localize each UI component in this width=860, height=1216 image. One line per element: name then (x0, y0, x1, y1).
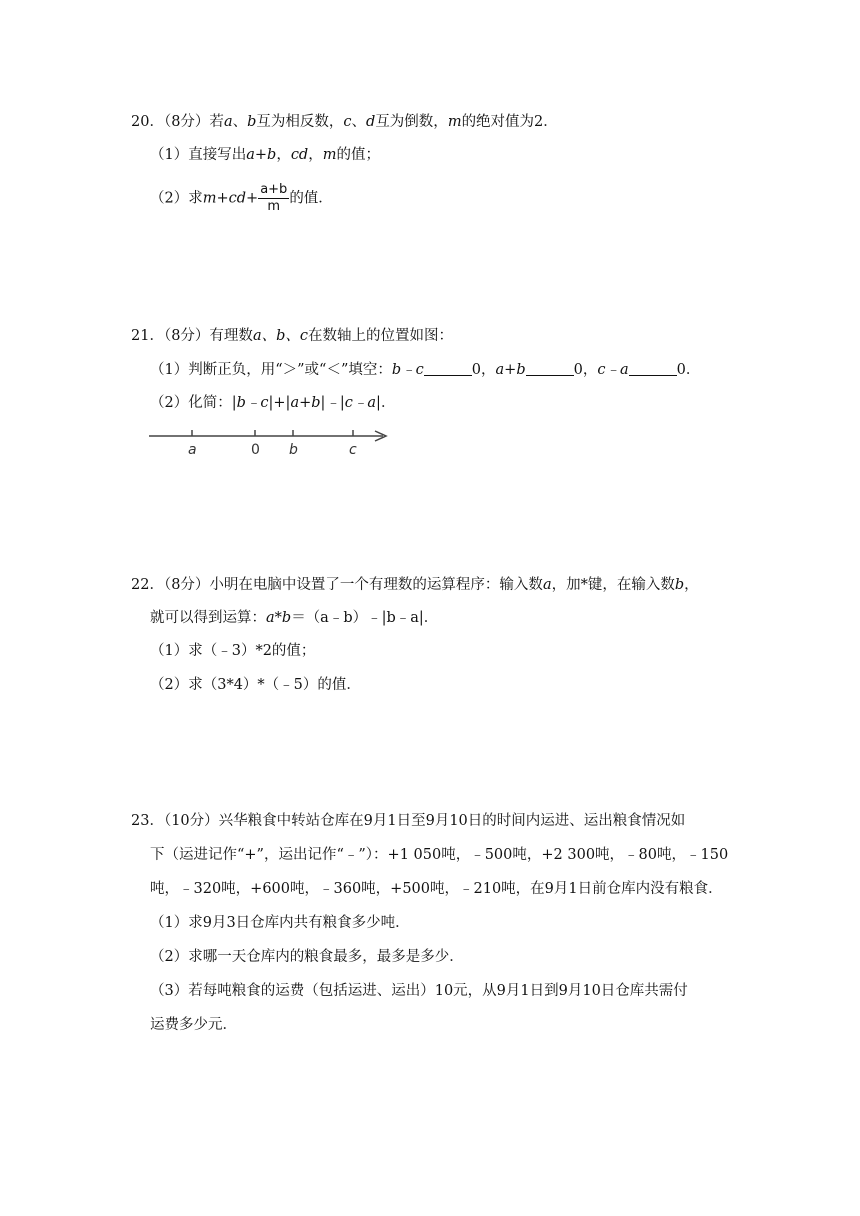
fraction-denominator: m (267, 199, 281, 214)
expr-b-minus-c: b﹣c (391, 362, 424, 378)
label-a: a (188, 442, 197, 458)
var-c: c (343, 114, 352, 130)
q22-line2-prefix: 就可以得到运算： (150, 610, 266, 626)
var-b: b (674, 577, 685, 593)
var-a: a (542, 577, 552, 593)
var-m: m (447, 114, 462, 130)
expr-cd: cd (290, 147, 309, 163)
q22-formula: ＝（a﹣b）﹣|b﹣a|． (291, 610, 439, 626)
q23-stem-line2: 下（运进记作“+”，运出记作“﹣”）：+1 050吨，﹣500吨，+2 300吨，﹣80吨，﹣150 (150, 847, 729, 863)
q20-part1 (150, 145, 380, 165)
fraction-numerator: a+b (260, 182, 288, 197)
expr-m: m (322, 147, 337, 163)
q23-part3-line2: 运费多少元． (150, 1017, 237, 1033)
expr-a-plus-b: a+b (246, 147, 277, 163)
expr-m-cd: m+cd+ (202, 190, 259, 207)
var-d: d (366, 114, 376, 130)
q22-line1-prefix: 22．（8分）小明在电脑中设置了一个有理数的运算程序：输入数 (131, 577, 543, 593)
q21-stem-prefix: 21．（8分）有理数 (131, 328, 253, 344)
q22-stem-line1 (131, 575, 699, 595)
var-a: a (223, 114, 233, 130)
label-b: b (289, 442, 298, 458)
expr-a-star-b: a*b (266, 610, 292, 626)
vars-abc: a、b、c (252, 328, 308, 344)
separator: 、 (351, 114, 367, 130)
label-zero: 0 (251, 442, 260, 458)
q20-stem-end: 的绝对值为2． (461, 114, 558, 130)
q23-stem-line1: 23．（10分）兴华粮食中转站仓库在9月1日至9月10日的时间内运进、运出粮食情况如 (131, 813, 686, 829)
abs-expression: |b﹣c|+|a+b|﹣|c﹣a| (231, 395, 381, 411)
q20-part2-prefix: （2）求 (150, 190, 203, 207)
separator: ， (684, 577, 699, 593)
answer-blank[interactable] (629, 361, 677, 376)
q22-line1-mid: ，加*键，在输入数 (551, 577, 675, 593)
q23-part3-line1: （3）若每吨粮食的运费（包括运进、运出）10元，从9月1日到9月10日仓库共需付 (150, 983, 688, 999)
zero: 0． (676, 362, 701, 378)
q22-part2: （2）求（3*4）*（﹣5）的值． (150, 677, 361, 693)
q21-part1-prefix: （1）判断正负，用“＞”或“＜”填空： (150, 362, 392, 378)
answer-blank[interactable] (424, 361, 472, 376)
q21-stem (131, 326, 453, 346)
number-line (145, 424, 395, 460)
expr-c-minus-a: c﹣a (597, 362, 629, 378)
q20-stem-text: 互为相反数， (256, 114, 344, 130)
q23-stem-line3: 吨，﹣320吨，+600吨，﹣360吨，+500吨，﹣210吨，在9月1日前仓库内没有粮食． (150, 881, 723, 897)
zero: 0， (471, 362, 496, 378)
fraction (258, 182, 289, 215)
answer-blank[interactable] (526, 361, 574, 376)
separator: ， (276, 147, 291, 163)
separator: ， (308, 147, 323, 163)
q23-part1: （1）求9月3日仓库内共有粮食多少吨． (150, 915, 410, 931)
q21-part1 (150, 360, 700, 380)
q23-part2: （2）求哪一天仓库内的粮食最多，最多是多少． (150, 949, 464, 965)
label-c: c (349, 442, 357, 458)
q21-part2 (150, 393, 395, 413)
q20-stem-prefix: 20．（8分）若 (131, 114, 224, 130)
expr-a-plus-b: a+b (495, 362, 526, 378)
q20-part2 (150, 182, 333, 215)
zero: 0， (573, 362, 598, 378)
q22-stem-line2 (150, 608, 438, 628)
q20-stem-text: 互为倒数， (375, 114, 448, 130)
q21-stem-end: 在数轴上的位置如图： (308, 328, 453, 344)
period: ． (380, 395, 396, 411)
q20-part1-prefix: （1）直接写出 (150, 147, 247, 163)
q21-part2-prefix: （2）化简： (150, 395, 232, 411)
q20-part2-end: 的值． (289, 190, 333, 207)
q22-part1: （1）求（﹣3）*2的值； (150, 643, 316, 659)
q20-part1-end: 的值； (336, 147, 380, 163)
var-b: b (247, 114, 257, 130)
q20-stem (131, 112, 558, 132)
separator: 、 (232, 114, 248, 130)
